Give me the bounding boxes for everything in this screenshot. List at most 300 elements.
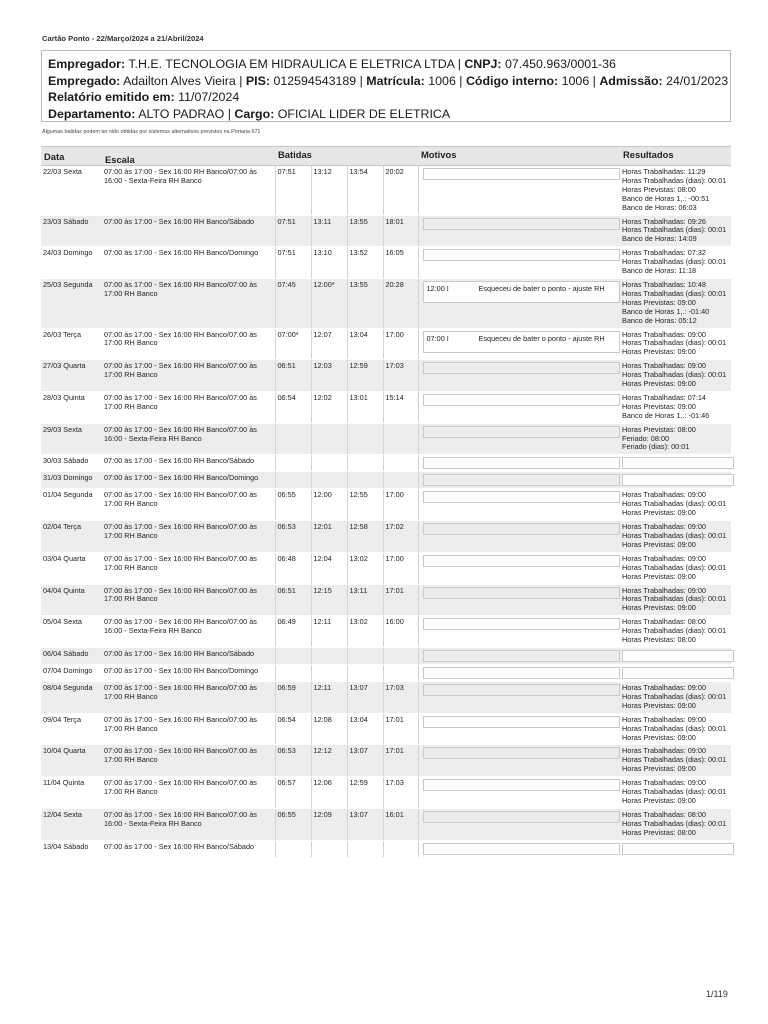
motivo-empty-field [423, 426, 620, 438]
cell-batida-4: 16:01 [383, 808, 418, 840]
employee-label: Empregado: [48, 73, 121, 88]
cell-batida-2: 12:01 [311, 521, 347, 553]
cell-batida-4: 17:02 [383, 521, 418, 553]
motivo-entry [423, 281, 620, 303]
cell-batida-4: 17:01 [383, 584, 418, 616]
cell-batida-3 [347, 472, 383, 489]
motivo-empty-field [423, 168, 620, 180]
table-row [41, 745, 731, 777]
table-row [41, 391, 731, 423]
employee-line [48, 73, 729, 90]
cell-batida-3: 13:02 [347, 552, 383, 584]
matricula-label: Matrícula: [366, 73, 425, 88]
separator: | [224, 106, 235, 121]
cell-batida-4 [383, 647, 418, 664]
separator: | [455, 73, 466, 88]
table-row [41, 423, 731, 455]
department-value: ALTO PADRAO [138, 106, 225, 121]
cnpj-label: CNPJ: [464, 57, 502, 71]
table-row [41, 521, 731, 553]
motivo-empty-field [423, 218, 620, 230]
cell-escala: 07:00 às 17:00 - Sex 16:00 RH Banco/Domingo [102, 247, 275, 279]
table-row [41, 664, 731, 681]
resultado-line: Horas Trabalhadas (dias): 00:01 [622, 562, 727, 572]
resultado-line: Horas Previstas: 09:00 [622, 764, 696, 774]
matricula-value: 1006 [428, 73, 456, 88]
cell-resultados [620, 391, 731, 423]
cell-resultados [620, 552, 731, 584]
cell-escala: 07:00 às 17:00 - Sex 16:00 RH Banco/Domingo [102, 472, 275, 489]
cell-escala: 07:00 às 17:00 - Sex 16:00 RH Banco/07:00 às 17:00 RH Banco [102, 360, 275, 392]
resultado-line: Horas Previstas: 09:00 [622, 297, 696, 307]
cell-batida-1: 06:54 [275, 391, 311, 423]
cell-resultados [620, 808, 731, 840]
report-date-label: Relatório emitido em: [48, 90, 175, 104]
cell-escala: 07:00 às 17:00 - Sex 16:00 RH Banco/07:00 às 17:00 RH Banco [102, 777, 275, 809]
cell-data: 27/03 Quarta [41, 360, 102, 392]
cell-escala: 07:00 às 17:00 - Sex 16:00 RH Banco/07:00 às 17:00 RH Banco [102, 521, 275, 553]
cell-batida-2: 12:00* [311, 278, 347, 328]
cell-data: 30/03 Sábado [41, 455, 102, 472]
resultado-empty-field [622, 457, 734, 469]
resultado-line: Horas Trabalhadas: 09:00 [622, 329, 706, 339]
resultado-line: Horas Previstas: 09:00 [622, 539, 696, 549]
col-header-batidas: Batidas [275, 147, 418, 166]
cell-escala: 07:00 às 17:00 - Sex 16:00 RH Banco/07:00 às 17:00 RH Banco [102, 584, 275, 616]
motivo-empty-field [423, 716, 620, 728]
motivo-empty-field [423, 491, 620, 503]
cell-batida-4: 17:01 [383, 713, 418, 745]
table-row [41, 360, 731, 392]
resultado-line: Horas Trabalhadas (dias): 00:01 [622, 225, 727, 235]
cell-data: 23/03 Sábado [41, 215, 102, 247]
admissao-value: 24/01/2023 [666, 73, 729, 88]
col-header-resultados: Resultados [620, 147, 731, 166]
resultado-line: Horas Previstas: 09:00 [622, 700, 696, 710]
resultado-line: Horas Trabalhadas (dias): 00:01 [622, 499, 727, 509]
cell-batida-3: 13:07 [347, 745, 383, 777]
resultado-line: Horas Trabalhadas: 07:32 [622, 248, 706, 258]
motivo-empty-field [423, 523, 620, 535]
table-row [41, 713, 731, 745]
resultado-line: Horas Trabalhadas: 09:26 [622, 216, 706, 226]
cell-batida-4: 16:00 [383, 616, 418, 648]
table-row [41, 215, 731, 247]
separator: | [235, 73, 246, 88]
resultado-line: Horas Trabalhadas (dias): 00:01 [622, 288, 727, 298]
cell-data: 01/04 Segunda [41, 489, 102, 521]
cell-resultados [620, 423, 731, 455]
cell-batida-4: 17:03 [383, 681, 418, 713]
cell-batida-4: 17:00 [383, 328, 418, 360]
motivo-empty-field [423, 843, 620, 855]
separator: | [454, 57, 465, 71]
cell-batida-3 [347, 423, 383, 455]
employee-info-box [41, 50, 731, 122]
resultado-empty-field [622, 667, 734, 679]
cell-batida-4: 20:02 [383, 166, 418, 216]
table-row [41, 840, 731, 857]
cargo-value: OFICIAL LIDER DE ELETRICA [277, 106, 451, 121]
cell-batida-2: 12:02 [311, 391, 347, 423]
cell-resultados [620, 521, 731, 553]
separator: | [356, 73, 367, 88]
resultado-empty-field [622, 474, 734, 486]
cell-data: 08/04 Segunda [41, 681, 102, 713]
resultado-line: Horas Trabalhadas: 09:00 [622, 522, 706, 532]
col-header-data: Data [41, 147, 102, 166]
cell-escala: 07:00 às 17:00 - Sex 16:00 RH Banco/07:00 às 17:00 RH Banco [102, 552, 275, 584]
cell-batida-3 [347, 840, 383, 857]
cell-batida-4 [383, 664, 418, 681]
resultado-empty-field [622, 650, 734, 662]
cell-data: 04/04 Quinta [41, 584, 102, 616]
table-row [41, 681, 731, 713]
table-row [41, 489, 731, 521]
cell-batida-1: 07:45 [275, 278, 311, 328]
cell-resultados [620, 584, 731, 616]
cell-data: 07/04 Domingo [41, 664, 102, 681]
motivo-empty-field [423, 555, 620, 567]
cell-resultados [620, 247, 731, 279]
cell-escala: 07:00 às 17:00 - Sex 16:00 RH Banco/Sábado [102, 455, 275, 472]
table-row [41, 552, 731, 584]
resultado-line: Horas Previstas: 09:00 [622, 571, 696, 581]
cell-batida-3: 13:01 [347, 391, 383, 423]
cell-motivos [418, 455, 620, 472]
cell-batida-2 [311, 840, 347, 857]
cell-batida-3: 12:59 [347, 777, 383, 809]
cell-resultados [620, 840, 731, 857]
resultado-line: Horas Trabalhadas: 09:00 [622, 585, 706, 595]
cell-batida-2 [311, 455, 347, 472]
resultado-line: Horas Trabalhadas: 09:00 [622, 714, 706, 724]
resultado-line: Horas Trabalhadas (dias): 00:01 [622, 691, 727, 701]
motivo-empty-field [423, 667, 620, 679]
cell-batida-3: 13:52 [347, 247, 383, 279]
resultado-line: Feriado: 08:00 [622, 433, 670, 443]
cell-batida-2: 13:10 [311, 247, 347, 279]
cell-motivos [418, 681, 620, 713]
resultado-line: Horas Trabalhadas: 09:00 [622, 490, 706, 500]
cell-batida-3 [347, 647, 383, 664]
table-row [41, 647, 731, 664]
resultado-line: Banco de Horas: 05:12 [622, 315, 697, 325]
resultado-line: Horas Previstas: 09:00 [622, 379, 696, 389]
cell-batida-2 [311, 647, 347, 664]
cell-batida-4: 17:01 [383, 745, 418, 777]
cell-batida-2 [311, 472, 347, 489]
resultado-line: Horas Trabalhadas: 08:00 [622, 617, 706, 627]
pis-label: PIS: [245, 73, 271, 88]
motivo-time: 12:00 I [426, 283, 449, 293]
cell-batida-1: 07:00* [275, 328, 311, 360]
motivo-empty-field [423, 618, 620, 630]
motivo-empty-field [423, 474, 620, 486]
cell-batida-2: 12:06 [311, 777, 347, 809]
cell-resultados [620, 664, 731, 681]
report-date-line [48, 89, 724, 106]
cell-batida-3: 13:55 [347, 278, 383, 328]
department-label: Departamento: [48, 106, 136, 121]
cell-batida-4: 20:28 [383, 278, 418, 328]
resultado-line: Banco de Horas 1,.: -01:46 [622, 410, 710, 420]
resultado-line: Horas Previstas: 09:00 [622, 795, 696, 805]
table-row [41, 247, 731, 279]
cell-resultados [620, 472, 731, 489]
report-date-value: 11/07/2024 [178, 90, 240, 104]
motivo-empty-field [423, 587, 620, 599]
cell-batida-2 [311, 423, 347, 455]
page-number: 1/119 [706, 989, 728, 999]
cell-resultados [620, 681, 731, 713]
resultado-line: Horas Trabalhadas: 10:48 [622, 279, 706, 289]
cell-batida-1 [275, 840, 311, 857]
codigo-label: Código interno: [465, 73, 559, 88]
cell-motivos [418, 391, 620, 423]
cell-batida-2: 12:12 [311, 745, 347, 777]
resultado-line: Horas Previstas: 09:00 [622, 401, 696, 411]
cell-data: 02/04 Terça [41, 521, 102, 553]
table-row [41, 808, 731, 840]
col-header-motivos: Motivos [418, 147, 620, 166]
cell-batida-4: 18:01 [383, 215, 418, 247]
cell-escala: 07:00 às 17:00 - Sex 16:00 RH Banco/07:00 às 17:00 RH Banco [102, 278, 275, 328]
motivo-empty-field [423, 457, 620, 469]
resultado-line: Horas Previstas: 09:00 [622, 347, 696, 357]
cell-escala: 07:00 às 17:00 - Sex 16:00 RH Banco/07:00 às 17:00 RH Banco [102, 489, 275, 521]
cell-batida-1: 06:48 [275, 552, 311, 584]
motivo-empty-field [423, 684, 620, 696]
cell-batida-1: 06:59 [275, 681, 311, 713]
table-row [41, 278, 731, 328]
cargo-label: Cargo: [234, 106, 275, 121]
cell-batida-2: 12:07 [311, 328, 347, 360]
cell-data: 31/03 Domingo [41, 472, 102, 489]
cell-batida-4: 17:03 [383, 777, 418, 809]
cell-batida-2: 12:04 [311, 552, 347, 584]
cell-data: 09/04 Terça [41, 713, 102, 745]
cell-batida-3: 13:07 [347, 808, 383, 840]
cell-resultados [620, 360, 731, 392]
table-row [41, 616, 731, 648]
cell-motivos [418, 584, 620, 616]
cell-batida-1 [275, 423, 311, 455]
cell-batida-4 [383, 840, 418, 857]
motivo-text: Esqueceu de bater o ponto - ajuste RH [478, 333, 605, 343]
cell-resultados [620, 166, 731, 216]
cell-data: 26/03 Terça [41, 328, 102, 360]
cell-batida-3 [347, 455, 383, 472]
cell-batida-1 [275, 647, 311, 664]
motivo-empty-field [423, 747, 620, 759]
cell-data: 24/03 Domingo [41, 247, 102, 279]
resultado-line: Horas Trabalhadas (dias): 00:01 [622, 370, 727, 380]
cell-resultados [620, 489, 731, 521]
cell-escala: 07:00 às 17:00 - Sex 16:00 RH Banco/07:00 às 16:00 - Sexta-Feira RH Banco [102, 616, 275, 648]
cell-batida-1 [275, 664, 311, 681]
cell-resultados [620, 455, 731, 472]
cell-motivos [418, 521, 620, 553]
cell-batida-2 [311, 664, 347, 681]
cell-data: 12/04 Sexta [41, 808, 102, 840]
cell-data: 22/03 Sexta [41, 166, 102, 216]
cell-data: 10/04 Quarta [41, 745, 102, 777]
cell-motivos [418, 808, 620, 840]
cell-escala: 07:00 às 17:00 - Sex 16:00 RH Banco/07:00 às 16:00 - Sexta-Feira RH Banco [102, 808, 275, 840]
cell-batida-4 [383, 472, 418, 489]
resultado-line: Horas Trabalhadas: 07:14 [622, 392, 706, 402]
motivo-empty-field [423, 362, 620, 374]
resultado-line: Horas Previstas: 09:00 [622, 508, 696, 518]
cell-escala: 07:00 às 17:00 - Sex 16:00 RH Banco/07:00 às 16:00 - Sexta-Feira RH Banco [102, 423, 275, 455]
cell-escala: 07:00 às 17:00 - Sex 16:00 RH Banco/07:00 às 17:00 RH Banco [102, 681, 275, 713]
cell-batida-3: 13:04 [347, 328, 383, 360]
cell-resultados [620, 616, 731, 648]
table-row [41, 328, 731, 360]
cell-motivos [418, 777, 620, 809]
cell-batida-3: 12:59 [347, 360, 383, 392]
cell-batida-3 [347, 664, 383, 681]
resultado-line: Horas Trabalhadas (dias): 00:01 [622, 626, 727, 636]
employer-value: T.H.E. TECNOLOGIA EM HIDRAULICA E ELETRICA LTDA [128, 57, 455, 71]
resultado-line: Horas Previstas: 08:00 [622, 184, 696, 194]
resultado-line: Horas Previstas: 09:00 [622, 732, 696, 742]
cell-batida-1: 06:55 [275, 489, 311, 521]
cell-data: 11/04 Quinta [41, 777, 102, 809]
cell-resultados [620, 278, 731, 328]
cell-batida-1 [275, 455, 311, 472]
cell-batida-4: 15:14 [383, 391, 418, 423]
admissao-label: Admissão: [599, 73, 663, 88]
cell-batida-4: 17:00 [383, 489, 418, 521]
cell-motivos [418, 360, 620, 392]
cell-batida-2: 12:08 [311, 713, 347, 745]
codigo-value: 1006 [561, 73, 590, 88]
department-line [48, 106, 724, 123]
motivo-empty-field [423, 650, 620, 662]
employer-label: Empregador: [48, 57, 126, 71]
cell-batida-1: 06:51 [275, 360, 311, 392]
resultado-line: Horas Previstas: 08:00 [622, 424, 696, 434]
resultado-line: Feriado (dias): 00:01 [622, 442, 690, 452]
cell-batida-2: 13:11 [311, 215, 347, 247]
table-row [41, 472, 731, 489]
cell-escala: 07:00 às 17:00 - Sex 16:00 RH Banco/07:00 às 17:00 RH Banco [102, 745, 275, 777]
cell-motivos [418, 489, 620, 521]
cell-batida-1: 06:55 [275, 808, 311, 840]
resultado-line: Horas Trabalhadas (dias): 00:01 [622, 531, 727, 540]
resultado-line: Horas Trabalhadas: 09:00 [622, 682, 706, 692]
cell-motivos [418, 472, 620, 489]
resultado-line: Horas Trabalhadas (dias): 00:01 [622, 257, 727, 267]
cell-escala: 07:00 às 17:00 - Sex 16:00 RH Banco/07:00 às 16:00 - Sexta-Feira RH Banco [102, 166, 275, 216]
resultado-line: Horas Previstas: 08:00 [622, 827, 696, 837]
cell-escala: 07:00 às 17:00 - Sex 16:00 RH Banco/07:00 às 17:00 RH Banco [102, 391, 275, 423]
separator: | [589, 73, 600, 88]
cell-batida-2: 12:03 [311, 360, 347, 392]
cell-batida-1: 06:54 [275, 713, 311, 745]
cell-batida-2: 12:11 [311, 681, 347, 713]
table-body [41, 166, 731, 858]
cell-escala: 07:00 às 17:00 - Sex 16:00 RH Banco/07:00 às 17:00 RH Banco [102, 328, 275, 360]
cell-batida-1: 06:57 [275, 777, 311, 809]
cell-data: 05/04 Sexta [41, 616, 102, 648]
cell-batida-3: 13:54 [347, 166, 383, 216]
cell-escala: 07:00 às 17:00 - Sex 16:00 RH Banco/Domingo [102, 664, 275, 681]
resultado-line: Horas Trabalhadas: 08:00 [622, 809, 706, 819]
motivo-time: 07:00 I [426, 333, 449, 343]
motivo-empty-field [423, 779, 620, 791]
document-title: Cartão Ponto - 22/Março/2024 a 21/Abril/2024 [42, 34, 204, 43]
resultado-line: Horas Trabalhadas: 09:00 [622, 746, 706, 756]
resultado-line: Horas Trabalhadas (dias): 00:01 [622, 175, 727, 185]
resultado-line: Banco de Horas: 06:03 [622, 202, 697, 212]
resultado-line: Horas Trabalhadas: 09:00 [622, 553, 706, 563]
cell-batida-4 [383, 423, 418, 455]
resultado-line: Horas Trabalhadas: 09:00 [622, 361, 706, 371]
cell-batida-1: 06:53 [275, 521, 311, 553]
cell-data: 29/03 Sexta [41, 423, 102, 455]
cell-escala: 07:00 às 17:00 - Sex 16:00 RH Banco/07:00 às 17:00 RH Banco [102, 713, 275, 745]
table-row [41, 166, 731, 216]
cell-escala: 07:00 às 17:00 - Sex 16:00 RH Banco/Sábado [102, 215, 275, 247]
cell-batida-3: 13:02 [347, 616, 383, 648]
cell-batida-4: 16:05 [383, 247, 418, 279]
cell-motivos [418, 215, 620, 247]
cell-resultados [620, 745, 731, 777]
table-row [41, 777, 731, 809]
cell-batida-3: 12:55 [347, 489, 383, 521]
resultado-empty-field [622, 843, 734, 855]
cell-batida-2: 12:15 [311, 584, 347, 616]
cell-resultados [620, 215, 731, 247]
cell-batida-1: 06:49 [275, 616, 311, 648]
cell-resultados [620, 328, 731, 360]
cell-batida-3: 12:58 [347, 521, 383, 553]
col-header-escala: Escala [102, 147, 275, 166]
cell-data: 28/03 Quinta [41, 391, 102, 423]
cell-batida-4: 17:03 [383, 360, 418, 392]
cell-batida-1: 06:51 [275, 584, 311, 616]
cell-batida-4 [383, 455, 418, 472]
cell-batida-1: 07:51 [275, 247, 311, 279]
cell-escala: 07:00 às 17:00 - Sex 16:00 RH Banco/Sábado [102, 840, 275, 857]
pis-value: 012594543189 [273, 73, 357, 88]
cell-batida-2: 13:12 [311, 166, 347, 216]
table-header-row [41, 147, 731, 166]
motivo-empty-field [423, 811, 620, 823]
portaria-note: Algumas batidas podem ter sido obtidas por sistemas alternativos previstos na Portaria 671 [42, 129, 261, 135]
cell-batida-2: 12:09 [311, 808, 347, 840]
cell-motivos [418, 166, 620, 216]
resultado-line: Horas Trabalhadas (dias): 00:01 [622, 818, 727, 828]
motivo-text: Esqueceu de bater o ponto - ajuste RH [478, 283, 605, 293]
employee-value: Adailton Alves Vieira [123, 73, 236, 88]
cell-escala: 07:00 às 17:00 - Sex 16:00 RH Banco/Sábado [102, 647, 275, 664]
cell-batida-3: 13:07 [347, 681, 383, 713]
cell-batida-3: 13:55 [347, 215, 383, 247]
cell-batida-2: 12:11 [311, 616, 347, 648]
resultado-line: Horas Previstas: 09:00 [622, 603, 696, 613]
cell-batida-1: 07:51 [275, 166, 311, 216]
cell-motivos [418, 616, 620, 648]
cell-batida-1 [275, 472, 311, 489]
cell-data: 13/04 Sábado [41, 840, 102, 857]
resultado-line: Horas Trabalhadas (dias): 00:01 [622, 723, 727, 733]
cell-motivos [418, 552, 620, 584]
cnpj-value: 07.450.963/0001-36 [505, 57, 616, 71]
